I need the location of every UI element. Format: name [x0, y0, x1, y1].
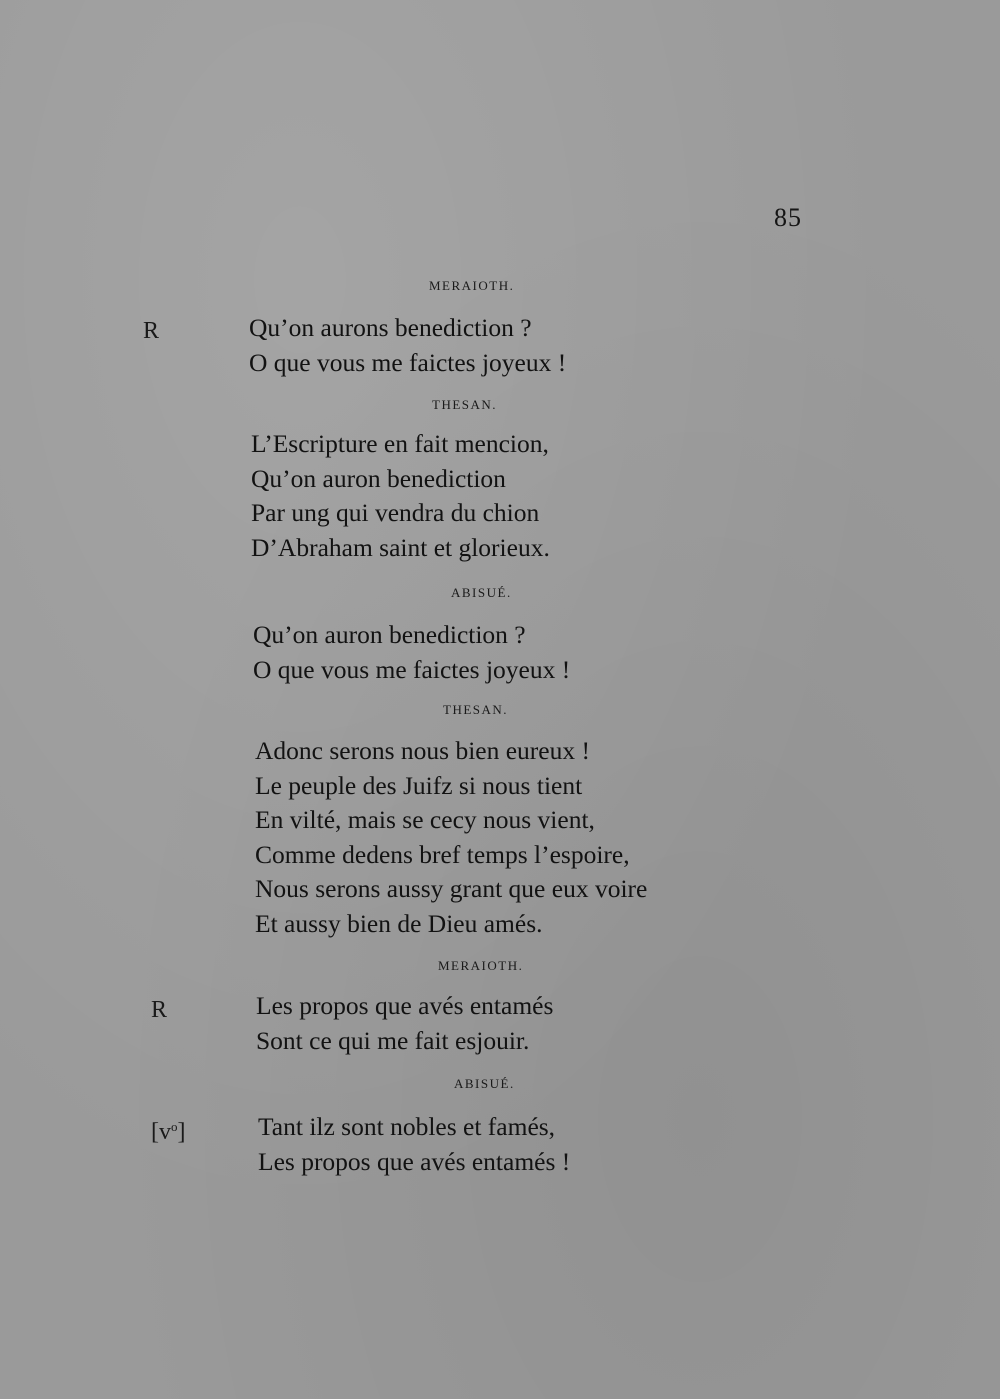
verse-line: Les propos que avés entamés !	[258, 1146, 571, 1176]
verse-line: O que vous me faictes joyeux !	[249, 347, 567, 377]
speaker-name: ABISUÉ.	[454, 1076, 515, 1091]
folio-verso-mark	[151, 1119, 186, 1146]
verse-line: Nous serons aussy grant que eux voire	[255, 874, 648, 903]
verse-line: En vilté, mais se cecy nous vient,	[255, 805, 595, 834]
verse-block	[249, 311, 566, 380]
verse-block	[253, 618, 570, 687]
verse-line: Par ung qui vendra du chion	[251, 498, 540, 527]
verse-line: Comme dedens bref temps l’espoire,	[255, 839, 630, 869]
margin-mark: R	[143, 318, 160, 344]
verse-line: Qu’on auron benediction	[251, 463, 506, 493]
verse-line: L’Escripture en fait mencion,	[251, 429, 549, 458]
verse-line: Qu’on auron benediction ?	[253, 620, 526, 649]
verse-block	[255, 734, 647, 941]
verse-line: O que vous me faictes joyeux !	[253, 654, 571, 684]
verse-line: Sont ce qui me fait esjouir.	[256, 1025, 530, 1055]
folio-open: [v	[151, 1119, 171, 1145]
speaker-name: THESAN.	[443, 702, 509, 717]
verse-line: Le peuple des Juifz si nous tient	[255, 770, 583, 800]
folio-superscript: o	[171, 1119, 178, 1134]
verse-block	[251, 427, 550, 565]
verse-line: Adonc serons nous bien eureux !	[255, 736, 590, 765]
verse-block	[258, 1110, 570, 1179]
margin-mark: R	[151, 997, 168, 1023]
verse-line: D’Abraham saint et glorieux.	[251, 532, 550, 562]
verse-line: Tant ilz sont nobles et famés,	[258, 1112, 556, 1141]
verse-block	[256, 989, 553, 1058]
verse-line: Qu’on aurons benediction ?	[249, 313, 532, 342]
speaker-name: ABISUÉ.	[451, 585, 512, 600]
speaker-name: THESAN.	[432, 397, 498, 412]
speaker-name: MERAIOTH.	[429, 278, 515, 293]
verse-line: Les propos que avés entamés	[256, 991, 554, 1020]
folio-close: ]	[177, 1119, 186, 1145]
verse-line: Et aussy bien de Dieu amés.	[255, 908, 543, 938]
speaker-name: MERAIOTH.	[438, 958, 524, 973]
page-number: 85	[774, 203, 802, 232]
